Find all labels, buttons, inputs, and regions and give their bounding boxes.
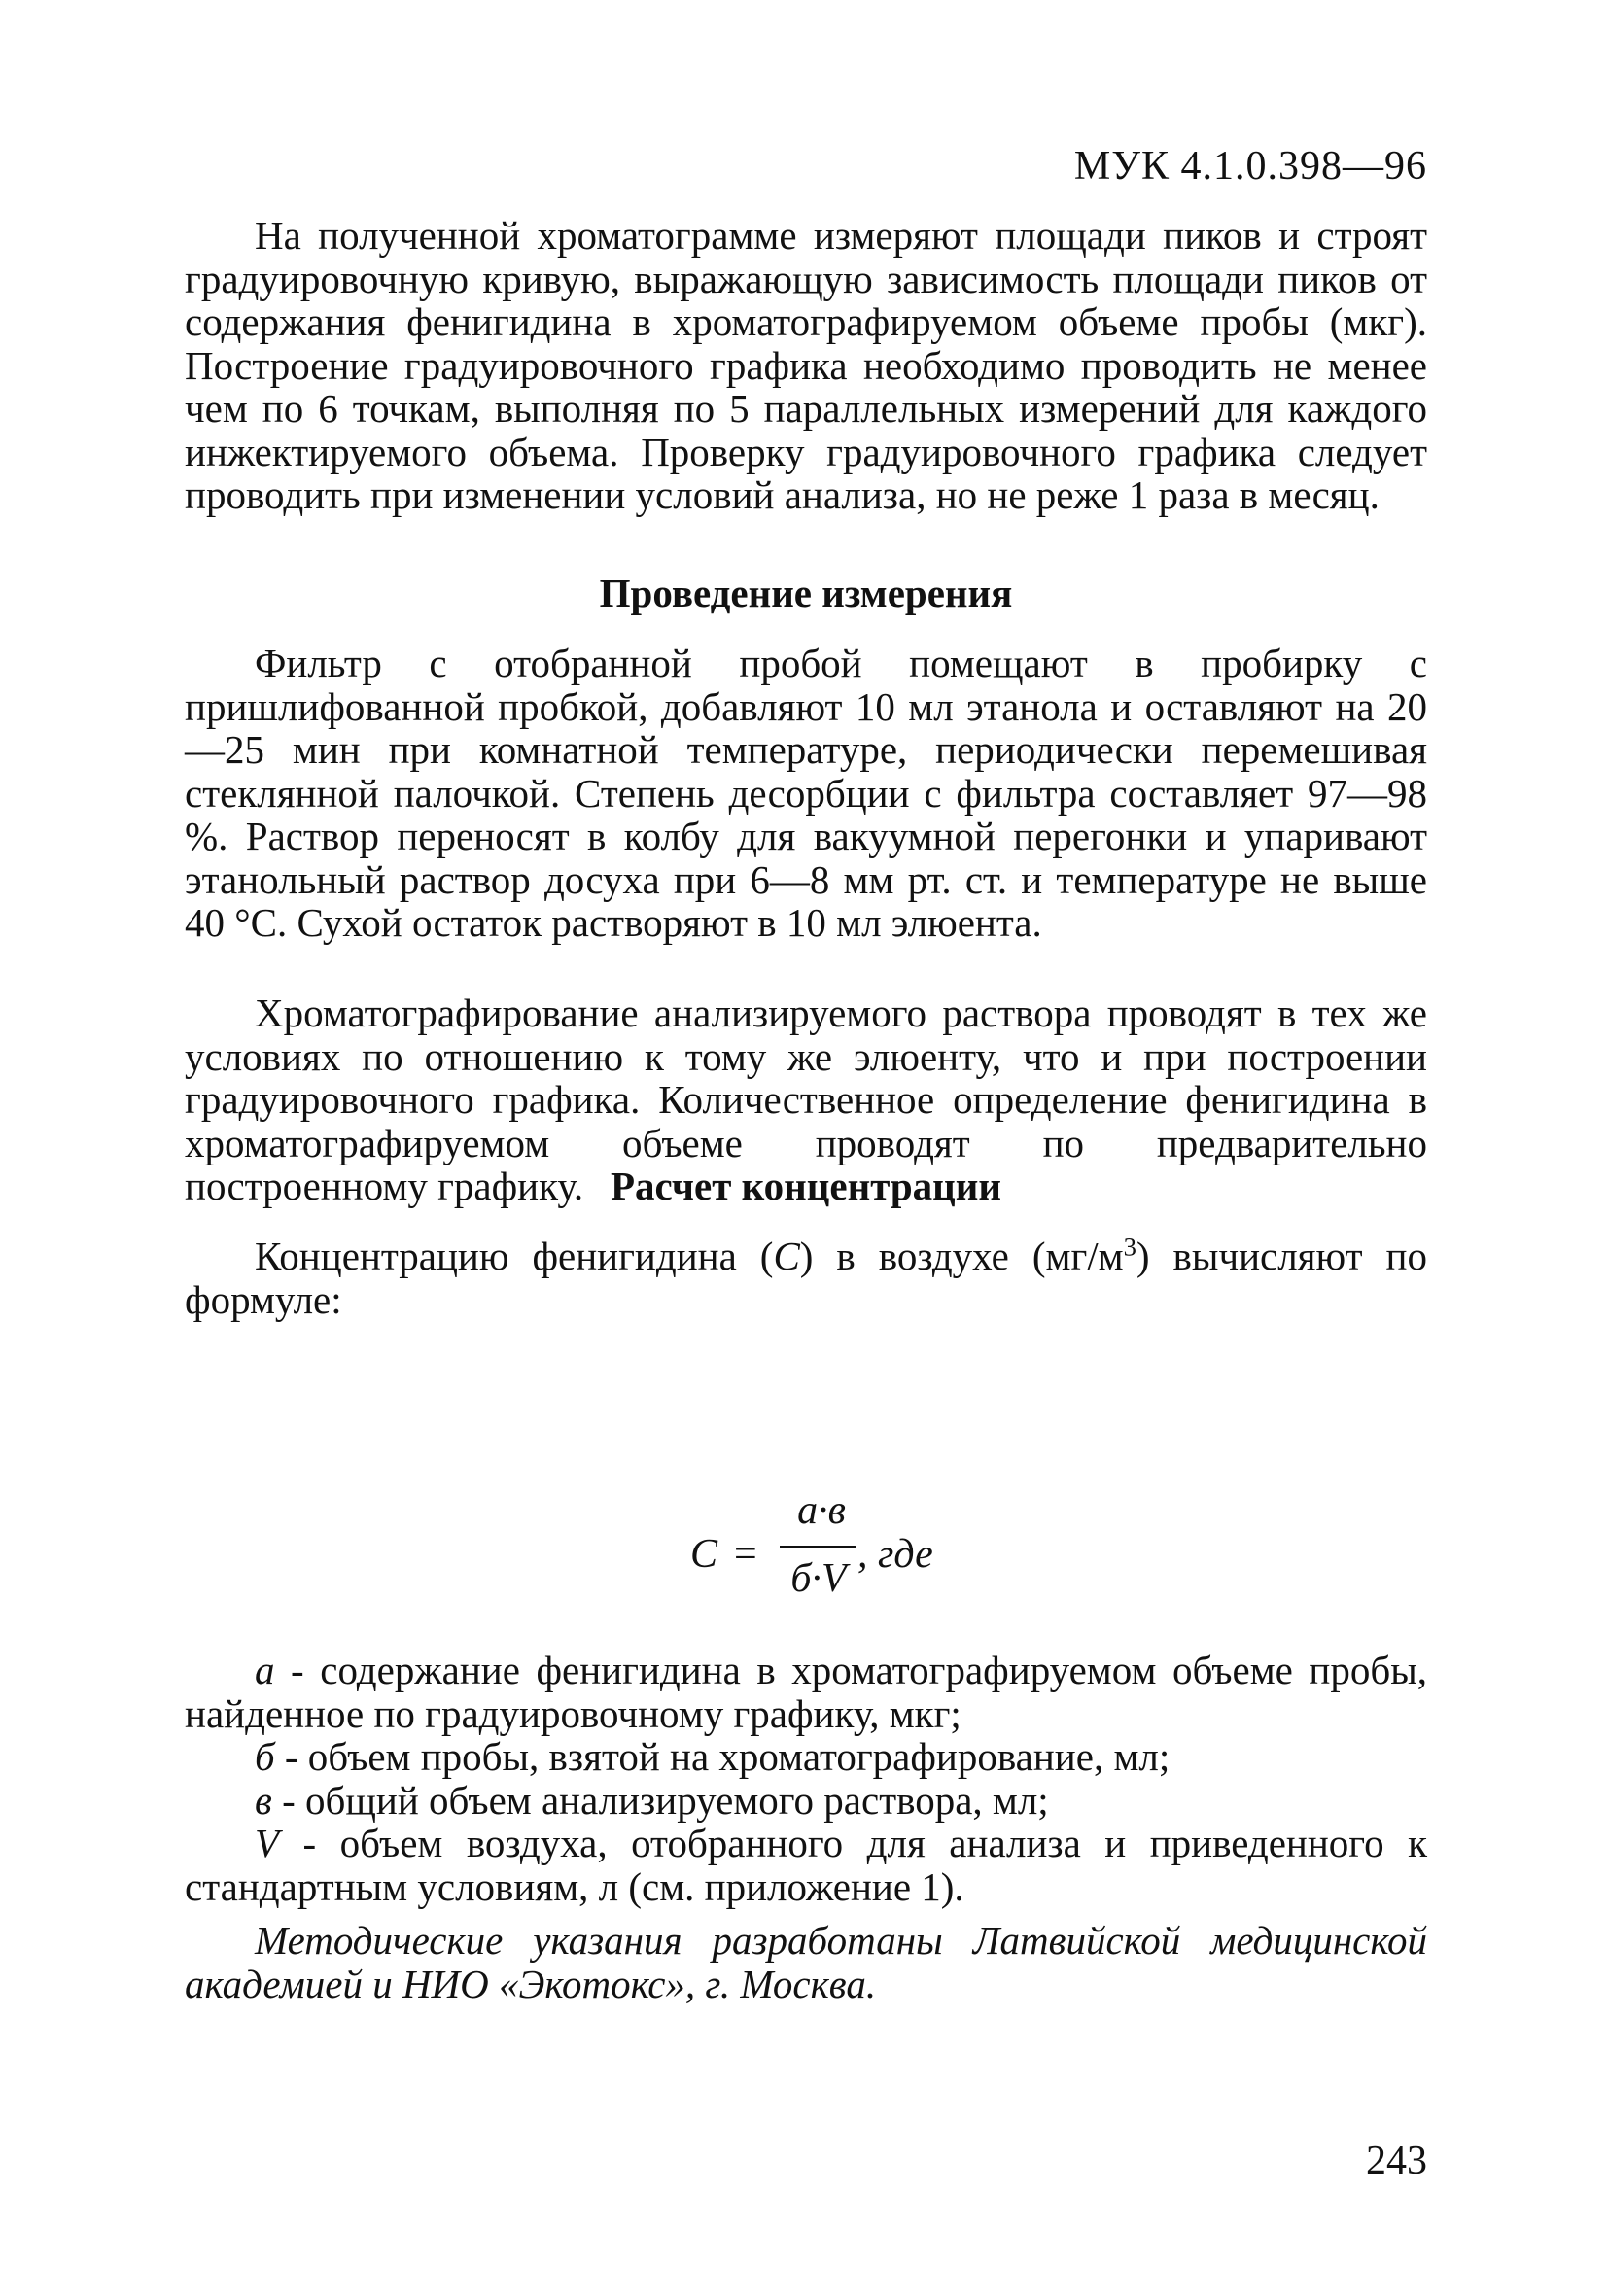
paragraph-concentration-intro <box>185 1232 1427 1322</box>
definition-a <box>185 1649 1427 1735</box>
document-page <box>185 144 1427 2183</box>
formula-denominator: б·V <box>790 1556 847 1601</box>
heading-calculation: Расчет концентрации <box>610 1164 1002 1208</box>
definition-symbol: в <box>255 1778 272 1823</box>
formula-lhs: С <box>690 1532 718 1577</box>
page-number: 243 <box>1366 2139 1427 2183</box>
definition-symbol: V <box>255 1821 280 1865</box>
credits-note: Методические указания разработаны Латвийской медицинской академией и НИО «Экотокс», г. Москва. <box>185 1918 1427 2006</box>
definition-text: - общий объем анализируемого раствора, мл; <box>271 1778 1049 1823</box>
definition-b <box>185 1735 1427 1779</box>
intro-superscript: 3 <box>1123 1232 1136 1262</box>
definition-text: - содержание фенигидина в хроматографируемом объеме пробы, найденное по градуировочному графику, мкг; <box>185 1648 1427 1736</box>
heading-measurement: Проведение измерения <box>599 571 1013 615</box>
definition-text: - объем пробы, взятой на хроматографирование, мл; <box>274 1734 1171 1779</box>
paragraph-calibration: На полученной хроматограмме измеряют площади пиков и строят градуировочную кривую, выражающую зависимость площади пиков от содержания фенигидина в хроматографируемом объеме пробы (мкг). Построение градуировочного графика необходимо проводить не менее чем по 6 точкам, выполняя по 5 параллельных измерений для каждого инжектируемого объема. Проверку градуировочного графика следует проводить при изменении условий анализа, но не реже 1 раза в месяц. <box>185 213 1427 517</box>
concentration-formula <box>690 1487 1079 1614</box>
intro-symbol-c: С <box>773 1234 800 1278</box>
intro-part-1: Концентрацию фенигидина ( <box>255 1234 774 1278</box>
document-code: МУК 4.1.0.398—96 <box>1073 144 1427 189</box>
intro-part-2: ) в воздухе (мг/м <box>799 1234 1124 1278</box>
intro-part-3: ) вычисляют по формуле: <box>185 1234 1427 1322</box>
paragraph-chromatography: Хроматографирование анализируемого раствора проводят в тех же условиях по отношению к тому же элюенту, что и при построении градуировочного графика. Количественное определение фенигидина в хроматографируемом объеме проводят по предварительно построенному графику. <box>185 991 1427 1208</box>
formula-fraction-bar <box>780 1546 856 1548</box>
definition-v <box>185 1779 1427 1823</box>
formula-equals: = <box>734 1532 757 1577</box>
paragraph-sample-prep: Фильтр с отобранной пробой помещают в пробирку с пришлифованной пробкой, добавляют 10 мл этанола и оставляют на 20—25 мин при комнатной температуре, периодически перемешивая стеклянной палочкой. Степень десорбции с фильтра составляет 97—98 %. Раствор переносят в колбу для вакуумной перегонки и упаривают этанольный раствор досуха при 6—8 мм рт. ст. и температуре не выше 40 °С. Сухой остаток растворяют в 10 мл элюента. <box>185 641 1427 945</box>
formula-numerator: а·в <box>797 1488 846 1533</box>
definition-symbol: б <box>255 1734 275 1779</box>
definition-text: - объем воздуха, отобранного для анализа и приведенного к стандартным условиям, л (см. приложение 1). <box>185 1821 1427 1909</box>
definition-symbol: а <box>255 1648 275 1692</box>
definition-volume <box>185 1822 1427 1908</box>
formula-where: , где <box>857 1532 933 1577</box>
